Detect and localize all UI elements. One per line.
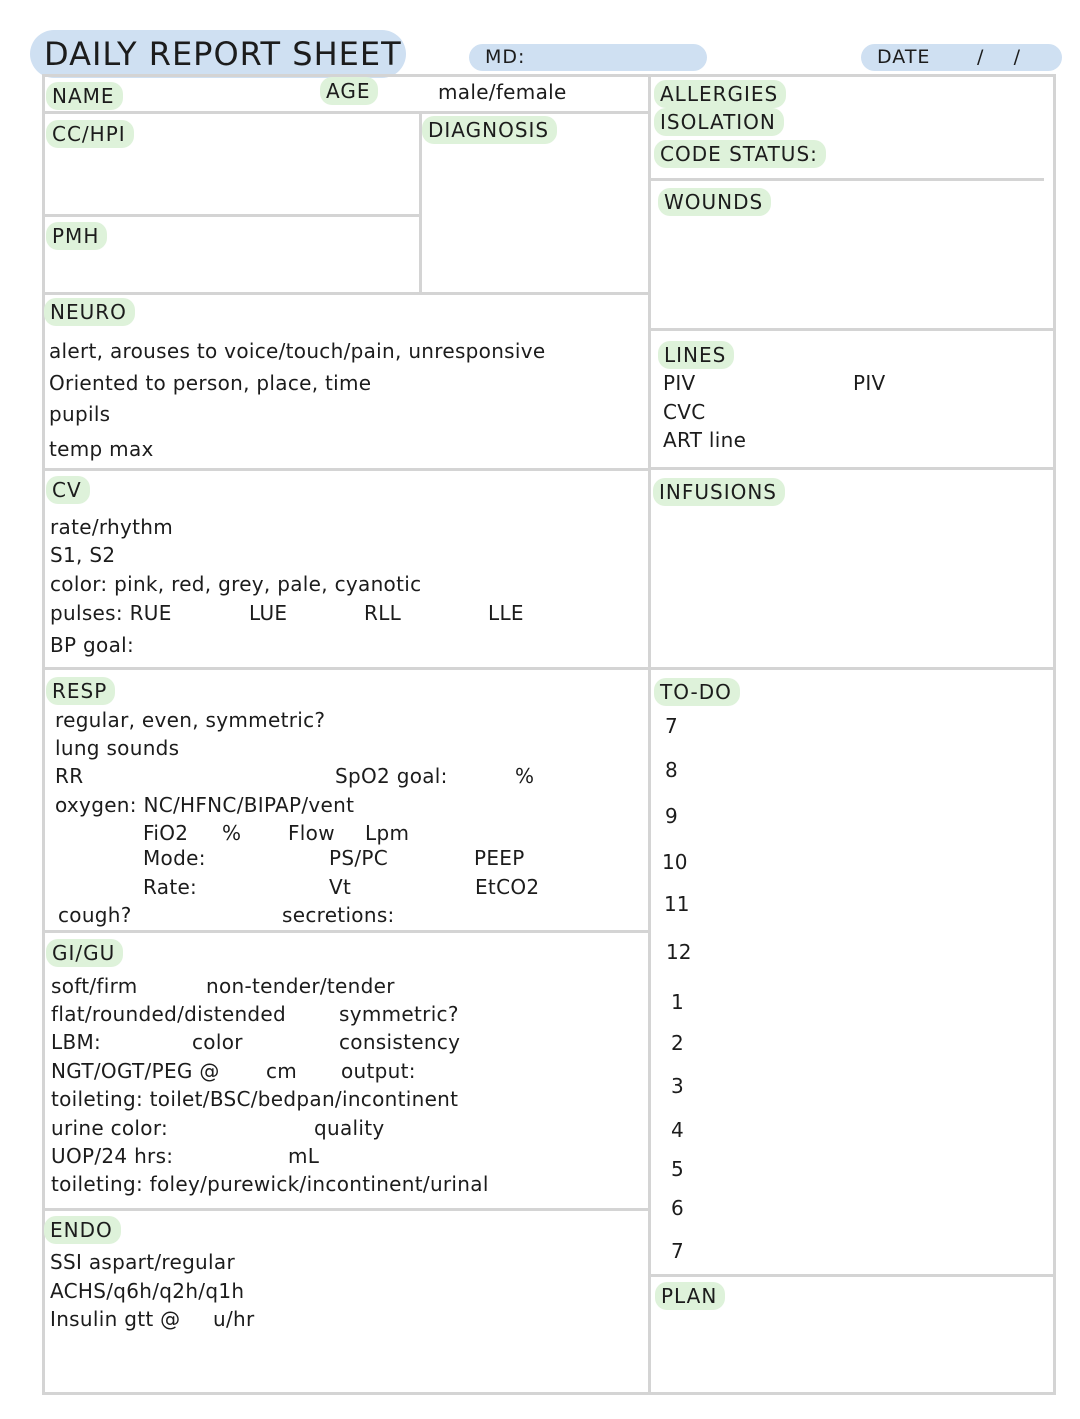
divider-todo bbox=[650, 1274, 1054, 1277]
piv-2: PIV bbox=[853, 371, 886, 395]
name-label: NAME bbox=[46, 82, 123, 110]
sex-options: male/female bbox=[438, 80, 567, 104]
gi-cm: cm bbox=[266, 1059, 298, 1083]
cv-lle: LLE bbox=[488, 601, 524, 625]
neuro-label: NEURO bbox=[44, 298, 135, 326]
resp-mode: Mode: bbox=[143, 846, 206, 870]
neuro-line-2: Oriented to person, place, time bbox=[49, 371, 372, 395]
resp-rate: Rate: bbox=[143, 875, 198, 899]
gi-ml: mL bbox=[288, 1144, 320, 1168]
resp-fio2: FiO2 bbox=[143, 821, 189, 845]
lines-label: LINES bbox=[658, 341, 734, 369]
allergies-label: ALLERGIES bbox=[654, 80, 786, 108]
divider-cv bbox=[42, 667, 649, 670]
date-field[interactable] bbox=[861, 44, 1062, 71]
resp-line-2: lung sounds bbox=[55, 736, 180, 760]
isolation-label: ISOLATION bbox=[654, 108, 784, 136]
cv-line-3: color: pink, red, grey, pale, cyanotic bbox=[50, 572, 422, 596]
divider-resp bbox=[42, 930, 649, 933]
todo-hour: 7 bbox=[671, 1239, 684, 1263]
resp-line-1: regular, even, symmetric? bbox=[55, 708, 326, 732]
todo-hour: 4 bbox=[671, 1118, 684, 1142]
column-divider bbox=[648, 74, 651, 1392]
gi-lbm: LBM: bbox=[51, 1030, 102, 1054]
resp-label: RESP bbox=[46, 677, 115, 705]
gi-label: GI/GU bbox=[46, 939, 123, 967]
todo-hour: 6 bbox=[671, 1196, 684, 1220]
frame-left bbox=[42, 74, 45, 1395]
todo-label: TO-DO bbox=[654, 678, 740, 706]
resp-vt: Vt bbox=[329, 875, 352, 899]
endo-line-1: SSI aspart/regular bbox=[50, 1250, 235, 1274]
art-line: ART line bbox=[663, 428, 747, 452]
date-slashes: / / bbox=[977, 46, 1021, 68]
cv-rll: RLL bbox=[364, 601, 402, 625]
cv-lue: LUE bbox=[249, 601, 288, 625]
divider-lines bbox=[650, 467, 1054, 470]
todo-hour: 10 bbox=[662, 850, 688, 874]
todo-hour: 12 bbox=[666, 940, 692, 964]
cv-line-1: rate/rhythm bbox=[50, 515, 174, 539]
neuro-line-1: alert, arouses to voice/touch/pain, unresponsive bbox=[49, 339, 546, 363]
todo-hour: 5 bbox=[671, 1157, 684, 1181]
endo-uhr: u/hr bbox=[213, 1307, 255, 1331]
divider-cc bbox=[42, 214, 420, 217]
infusions-label: INFUSIONS bbox=[653, 478, 785, 506]
resp-spo2: SpO2 goal: bbox=[335, 764, 448, 788]
endo-label: ENDO bbox=[44, 1216, 121, 1244]
gi-symmetric: symmetric? bbox=[339, 1002, 459, 1026]
page-title: DAILY REPORT SHEET bbox=[30, 30, 406, 78]
resp-fio2-pct: % bbox=[222, 821, 242, 845]
cv-line-2: S1, S2 bbox=[50, 543, 116, 567]
resp-lpm: Lpm bbox=[365, 821, 410, 845]
diagnosis-label: DIAGNOSIS bbox=[422, 116, 557, 144]
todo-hour: 9 bbox=[665, 804, 678, 828]
divider-neuro bbox=[42, 468, 649, 471]
resp-spo2-pct: % bbox=[515, 764, 535, 788]
gi-consistency: consistency bbox=[339, 1030, 461, 1054]
gi-color: color bbox=[192, 1030, 243, 1054]
todo-hour: 11 bbox=[664, 892, 690, 916]
gi-output: output: bbox=[341, 1059, 416, 1083]
piv-1: PIV bbox=[663, 371, 696, 395]
neuro-line-4: temp max bbox=[49, 437, 154, 461]
wounds-label: WOUNDS bbox=[658, 188, 771, 216]
md-field[interactable] bbox=[469, 44, 707, 71]
age-label: AGE bbox=[320, 77, 378, 105]
endo-insulin: Insulin gtt @ bbox=[50, 1307, 181, 1331]
code-status-label: CODE STATUS: bbox=[654, 140, 826, 168]
cv-pulses: pulses: RUE bbox=[50, 601, 172, 625]
gi-toileting-1: toileting: toilet/BSC/bedpan/incontinent bbox=[51, 1087, 459, 1111]
resp-flow: Flow bbox=[288, 821, 335, 845]
divider-name bbox=[42, 111, 649, 114]
divider-pmh bbox=[42, 292, 649, 295]
frame-right bbox=[1053, 74, 1056, 1395]
gi-urine-color: urine color: bbox=[51, 1116, 169, 1140]
frame-top bbox=[42, 74, 1056, 77]
gi-quality: quality bbox=[314, 1116, 385, 1140]
gi-uop: UOP/24 hrs: bbox=[51, 1144, 174, 1168]
divider-code bbox=[650, 178, 1044, 181]
cv-label: CV bbox=[46, 476, 90, 504]
frame-bottom bbox=[42, 1392, 1056, 1395]
resp-rr: RR bbox=[55, 764, 84, 788]
gi-ngt: NGT/OGT/PEG @ bbox=[51, 1059, 220, 1083]
todo-hour: 8 bbox=[665, 758, 678, 782]
plan-label: PLAN bbox=[655, 1282, 725, 1310]
pmh-label: PMH bbox=[46, 222, 107, 250]
todo-hour: 2 bbox=[671, 1031, 684, 1055]
cvc: CVC bbox=[663, 400, 706, 424]
gi-toileting-2: toileting: foley/purewick/incontinent/urinal bbox=[51, 1172, 489, 1196]
endo-line-2: ACHS/q6h/q2h/q1h bbox=[50, 1279, 245, 1303]
cv-bp-goal: BP goal: bbox=[50, 633, 135, 657]
resp-cough: cough? bbox=[58, 903, 132, 927]
neuro-line-3: pupils bbox=[49, 402, 111, 426]
divider-wounds bbox=[650, 328, 1054, 331]
gi-tender: non-tender/tender bbox=[206, 974, 395, 998]
divider-diagnosis bbox=[419, 111, 422, 294]
gi-flat: flat/rounded/distended bbox=[51, 1002, 287, 1026]
gi-soft: soft/firm bbox=[51, 974, 138, 998]
resp-oxygen: oxygen: NC/HFNC/BIPAP/vent bbox=[55, 793, 355, 817]
md-label: MD: bbox=[485, 46, 526, 68]
date-label: DATE bbox=[877, 46, 931, 68]
resp-etco2: EtCO2 bbox=[475, 875, 540, 899]
divider-gi bbox=[42, 1208, 649, 1211]
todo-hour: 1 bbox=[671, 990, 684, 1014]
resp-peep: PEEP bbox=[474, 846, 525, 870]
todo-hour: 7 bbox=[665, 714, 678, 738]
cc-label: CC/HPI bbox=[46, 120, 134, 148]
resp-secretions: secretions: bbox=[282, 903, 395, 927]
todo-hour: 3 bbox=[671, 1074, 684, 1098]
divider-infusions bbox=[650, 667, 1054, 670]
resp-pspc: PS/PC bbox=[329, 846, 389, 870]
